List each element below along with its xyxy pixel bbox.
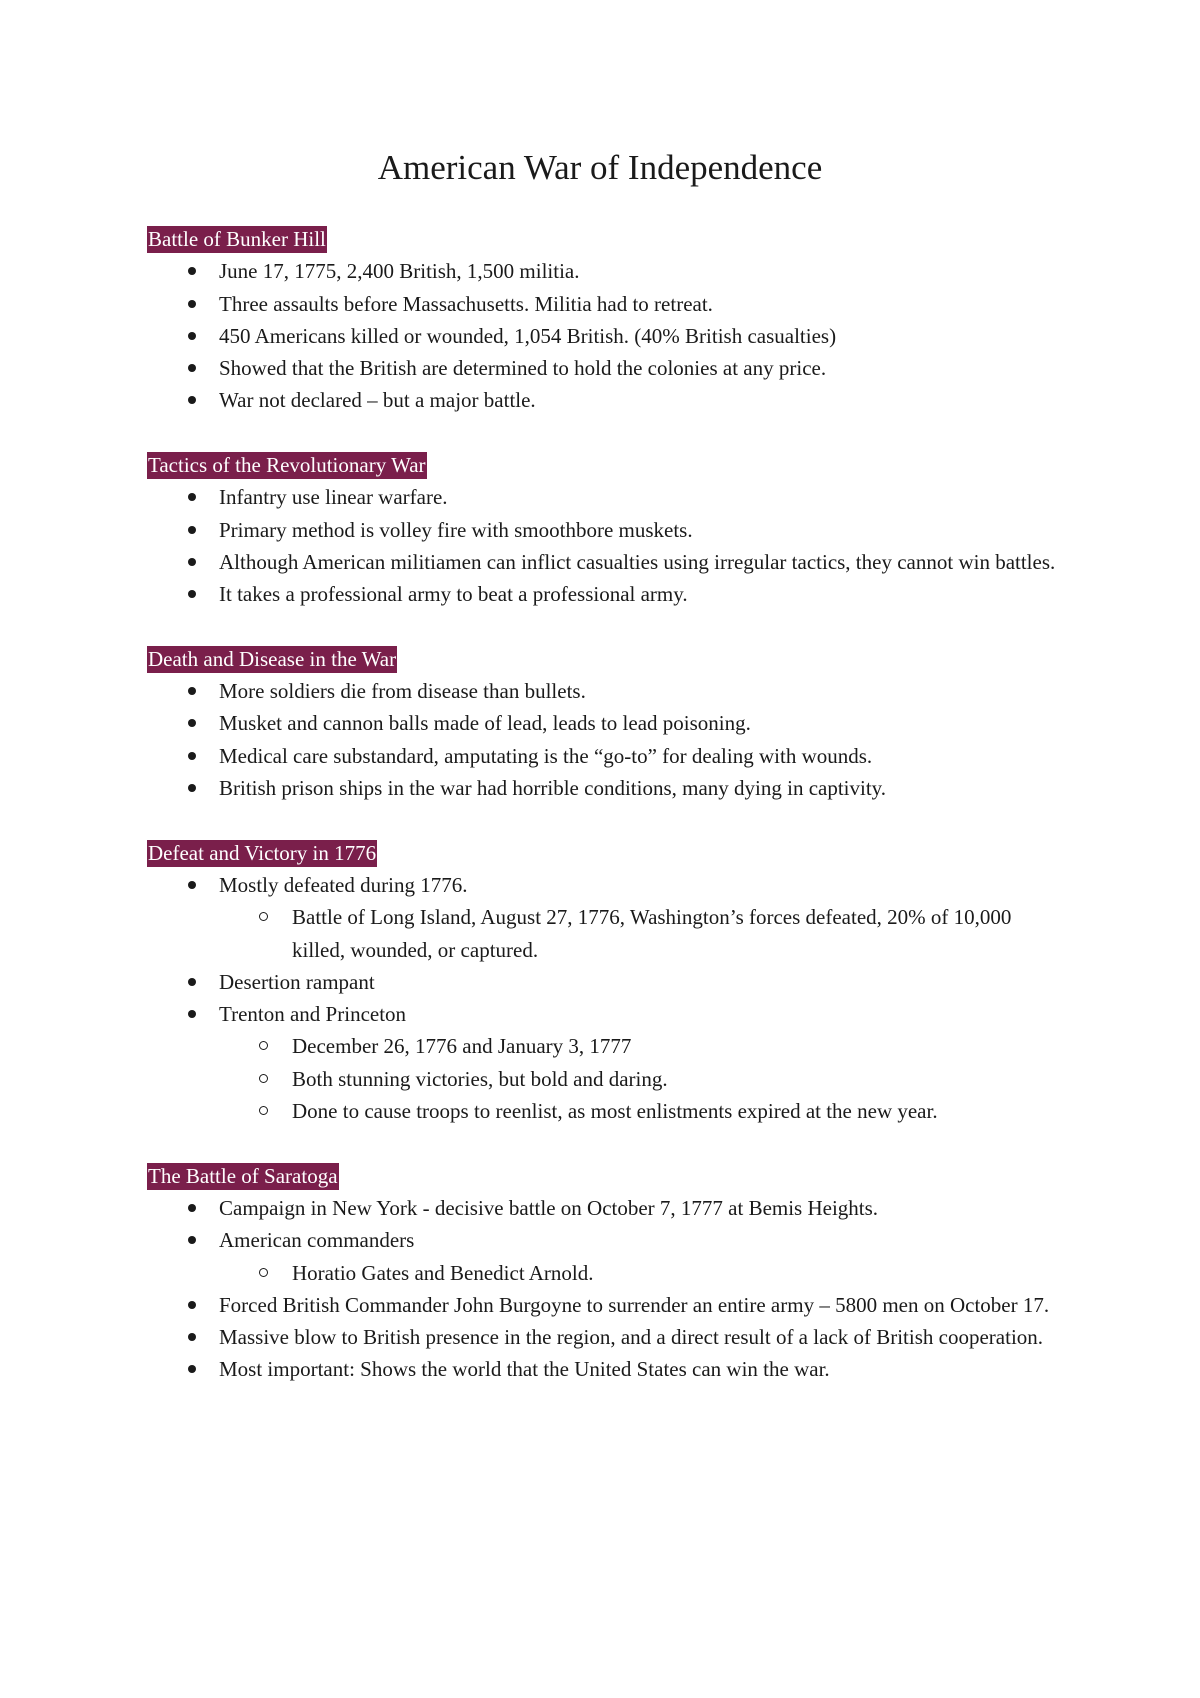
document-body bbox=[147, 223, 1067, 1386]
section bbox=[147, 1160, 1067, 1386]
list-item bbox=[147, 869, 1067, 901]
sub-list-item-text: Done to cause troops to reenlist, as most enlistments expired at the new year. bbox=[292, 1099, 938, 1124]
bullet-list bbox=[147, 255, 1067, 416]
list-item-text: Although American militiamen can inflict casualties using irregular tactics, they cannot win battles. bbox=[219, 549, 1056, 574]
section-heading-label: The Battle of Saratoga bbox=[148, 1163, 338, 1188]
sub-list-item-text: Battle of Long Island, August 27, 1776, Washington’s forces defeated, 20% of 10,000 killed, wounded, or captured. bbox=[292, 905, 1012, 962]
list-item bbox=[147, 1353, 1067, 1385]
section-heading bbox=[147, 223, 1067, 255]
list-item-text: Three assaults before Massachusetts. Militia had to retreat. bbox=[219, 291, 713, 316]
list-item bbox=[147, 255, 1067, 287]
section bbox=[147, 837, 1067, 1128]
list-item bbox=[147, 578, 1067, 610]
filled-bullet-icon bbox=[188, 332, 196, 340]
list-item-text: Primary method is volley fire with smoothbore muskets. bbox=[219, 517, 693, 542]
filled-bullet-icon bbox=[188, 300, 196, 308]
list-item-text: British prison ships in the war had horrible conditions, many dying in captivity. bbox=[219, 776, 887, 801]
section-heading-label: Defeat and Victory in 1776 bbox=[148, 840, 377, 865]
list-item-text: Mostly defeated during 1776. bbox=[219, 872, 468, 897]
filled-bullet-icon bbox=[188, 881, 196, 889]
list-item bbox=[147, 384, 1067, 416]
list-item bbox=[147, 772, 1067, 804]
list-item bbox=[147, 1289, 1067, 1321]
document-title: American War of Independence bbox=[377, 148, 823, 187]
section-heading-label: Death and Disease in the War bbox=[148, 646, 397, 671]
filled-bullet-icon bbox=[188, 1365, 196, 1373]
list-item bbox=[147, 1224, 1067, 1256]
filled-bullet-icon bbox=[188, 493, 196, 501]
list-item-text: Massive blow to British presence in the region, and a direct result of a lack of British cooperation. bbox=[219, 1325, 1044, 1350]
list-item-text: 450 Americans killed or wounded, 1,054 British. (40% British casualties) bbox=[219, 323, 837, 348]
list-item-text: Musket and cannon balls made of lead, leads to lead poisoning. bbox=[219, 711, 751, 736]
list-item-text: More soldiers die from disease than bullets. bbox=[219, 679, 586, 704]
sub-bullet-list bbox=[219, 1257, 1067, 1289]
list-item-text: Desertion rampant bbox=[219, 969, 375, 994]
filled-bullet-icon bbox=[188, 752, 196, 760]
hollow-bullet-icon bbox=[259, 1106, 268, 1115]
list-item bbox=[147, 998, 1067, 1030]
section-heading bbox=[147, 449, 1067, 481]
sub-list-item bbox=[219, 1063, 1067, 1095]
sub-bullet-list bbox=[219, 1030, 1067, 1127]
list-item bbox=[147, 675, 1067, 707]
list-item-text: Trenton and Princeton bbox=[219, 1002, 407, 1027]
filled-bullet-icon bbox=[188, 978, 196, 986]
section-heading-label: Tactics of the Revolutionary War bbox=[148, 453, 426, 478]
section-heading bbox=[147, 1160, 1067, 1192]
list-item-text: Forced British Commander John Burgoyne to surrender an entire army – 5800 men on October 17. bbox=[219, 1292, 1050, 1317]
filled-bullet-icon bbox=[188, 364, 196, 372]
list-item-text: Most important: Shows the world that the United States can win the war. bbox=[219, 1357, 830, 1382]
sub-list-item bbox=[219, 1257, 1067, 1289]
section bbox=[147, 643, 1067, 804]
list-item bbox=[147, 546, 1067, 578]
list-item-text: Medical care substandard, amputating is the “go-to” for dealing with wounds. bbox=[219, 743, 873, 768]
list-item bbox=[147, 1192, 1067, 1224]
filled-bullet-icon bbox=[188, 1204, 196, 1212]
sub-list-item-text: Both stunning victories, but bold and daring. bbox=[292, 1066, 668, 1091]
list-item-text: It takes a professional army to beat a professional army. bbox=[219, 582, 688, 607]
sub-list-item bbox=[219, 1095, 1067, 1127]
list-item bbox=[147, 481, 1067, 513]
sub-bullet-list bbox=[219, 901, 1067, 966]
hollow-bullet-icon bbox=[259, 1268, 268, 1277]
list-item bbox=[147, 514, 1067, 546]
list-item bbox=[147, 966, 1067, 998]
list-item-text: Infantry use linear warfare. bbox=[219, 485, 448, 510]
section-heading bbox=[147, 837, 1067, 869]
list-item bbox=[147, 740, 1067, 772]
bullet-list bbox=[147, 481, 1067, 610]
section bbox=[147, 449, 1067, 610]
filled-bullet-icon bbox=[188, 526, 196, 534]
sub-list-container bbox=[147, 1030, 1067, 1127]
filled-bullet-icon bbox=[188, 1010, 196, 1018]
sub-list-item-text: Horatio Gates and Benedict Arnold. bbox=[292, 1260, 594, 1285]
list-item-text: Showed that the British are determined to hold the colonies at any price. bbox=[219, 356, 827, 381]
sub-list-container bbox=[147, 901, 1067, 966]
sub-list-container bbox=[147, 1257, 1067, 1289]
section-heading bbox=[147, 643, 1067, 675]
filled-bullet-icon bbox=[188, 687, 196, 695]
hollow-bullet-icon bbox=[259, 1041, 268, 1050]
list-item-text: American commanders bbox=[219, 1228, 415, 1253]
filled-bullet-icon bbox=[188, 558, 196, 566]
list-item bbox=[147, 1321, 1067, 1353]
list-item bbox=[147, 320, 1067, 352]
bullet-list bbox=[147, 1192, 1067, 1386]
filled-bullet-icon bbox=[188, 590, 196, 598]
sub-list-item bbox=[219, 901, 1067, 966]
filled-bullet-icon bbox=[188, 1301, 196, 1309]
filled-bullet-icon bbox=[188, 396, 196, 404]
section bbox=[147, 223, 1067, 417]
hollow-bullet-icon bbox=[259, 912, 268, 921]
filled-bullet-icon bbox=[188, 784, 196, 792]
list-item bbox=[147, 707, 1067, 739]
list-item bbox=[147, 288, 1067, 320]
list-item-text: Campaign in New York - decisive battle on October 7, 1777 at Bemis Heights. bbox=[219, 1195, 879, 1220]
sub-list-item bbox=[219, 1030, 1067, 1062]
sub-list-item-text: December 26, 1776 and January 3, 1777 bbox=[292, 1034, 632, 1059]
list-item-text: War not declared – but a major battle. bbox=[219, 388, 536, 413]
list-item-text: June 17, 1775, 2,400 British, 1,500 militia. bbox=[219, 259, 580, 284]
bullet-list bbox=[147, 675, 1067, 804]
filled-bullet-icon bbox=[188, 719, 196, 727]
section-heading-label: Battle of Bunker Hill bbox=[148, 227, 326, 251]
bullet-list bbox=[147, 869, 1067, 1127]
filled-bullet-icon bbox=[188, 1236, 196, 1244]
filled-bullet-icon bbox=[188, 1333, 196, 1341]
filled-bullet-icon bbox=[188, 267, 196, 275]
list-item bbox=[147, 352, 1067, 384]
hollow-bullet-icon bbox=[259, 1074, 268, 1083]
